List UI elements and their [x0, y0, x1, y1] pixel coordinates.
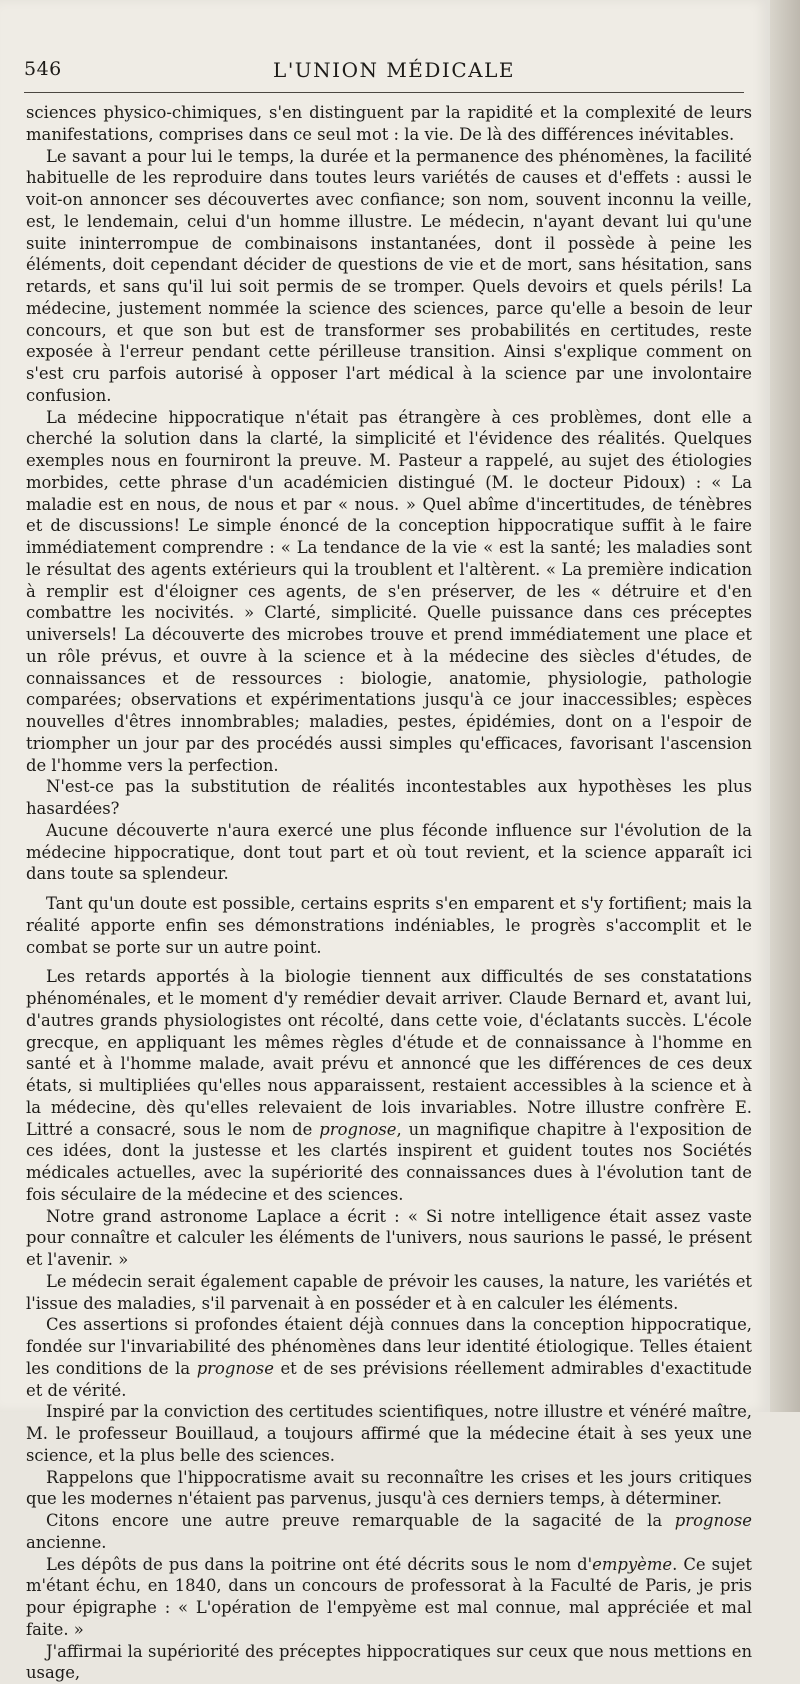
page-header	[24, 58, 764, 86]
article-body	[26, 102, 752, 1684]
emphasis-text: prognose	[197, 1359, 274, 1378]
emphasis-text: empyème	[592, 1555, 672, 1574]
paragraph: Tant qu'un doute est possible, certains esprits s'en emparent et s'y fortifient; mais la réalité apporte enfin ses démonstrations indéniables, le progrès s'accomplit et le combat se porte sur un autre point.	[26, 893, 752, 958]
paragraph: J'affirmai la supériorité des préceptes hippocratiques sur ceux que nous mettions en usage,	[26, 1641, 752, 1684]
paragraph: Inspiré par la conviction des certitudes scientifiques, notre illustre et vénéré maître, M. le professeur Bouillaud, a toujours affirmé que la médecine était à ses yeux une science, et la plus belle des sciences.	[26, 1401, 752, 1466]
header-rule	[24, 92, 744, 93]
running-title: L'UNION MÉDICALE	[24, 58, 764, 82]
emphasis-text: prognose	[675, 1511, 752, 1530]
paragraph: Rappelons que l'hippocratisme avait su reconnaître les crises et les jours critiques que les modernes n'étaient pas parvenus, jusqu'à ces derniers temps, à déterminer.	[26, 1467, 752, 1511]
page-edge	[770, 0, 800, 1412]
paragraph: Les dépôts de pus dans la poitrine ont été décrits sous le nom d'empyème. Ce sujet m'étant échu, en 1840, dans un concours de professorat à la Faculté de Paris, je pris pour épigraphe : « L'opération de l'empyème est mal connue, mal appréciée et mal faite. »	[26, 1554, 752, 1641]
page-number: 546	[24, 58, 62, 80]
paragraph: Le savant a pour lui le temps, la durée et la permanence des phénomènes, la facilité habituelle de les reproduire dans toutes leurs variétés de causes et d'effets : aussi le voit-on annoncer ses découvertes avec confiance; son nom, souvent inconnu la veille, est, le lendemain, celui d'un homme illustre. Le médecin, n'ayant devant lui qu'une suite ininterrompue de combinaisons instantanées, dont il possède à peine les éléments, doit cependant décider de questions de vie et de mort, sans hésitation, sans retards, et sans qu'il lui soit permis de se tromper. Quels devoirs et quels périls! La médecine, justement nommée la science des sciences, parce qu'elle a besoin de leur concours, et que son but est de transformer ses probabilités en certitudes, reste exposée à l'erreur pendant cette périlleuse transition. Ainsi s'explique comment on s'est cru parfois autorisé à opposer l'art médical à la science par une involontaire confusion.	[26, 146, 752, 407]
paragraph: Notre grand astronome Laplace a écrit : « Si notre intelligence était assez vaste pour connaître et calculer les éléments de l'univers, nous saurions le passé, le présent et l'avenir. »	[26, 1206, 752, 1271]
paragraph: sciences physico-chimiques, s'en distinguent par la rapidité et la complexité de leurs manifestations, comprises dans ce seul mot : la vie. De là des différences inévitables.	[26, 102, 752, 146]
paragraph: Les retards apportés à la biologie tiennent aux difficultés de ses constatations phénoménales, et le moment d'y remédier devait arriver. Claude Bernard et, avant lui, d'autres grands physiologistes ont récolté, dans cette voie, d'éclatants succès. L'école grecque, en appliquant les mêmes règles d'étude et de connaissance à l'homme en santé et à l'homme malade, avait prévu et annoncé que les différences de ces deux états, si multipliées qu'elles nous apparaissent, restaient accessibles à la science et à la médecine, dès qu'elles relevaient de lois invariables. Notre illustre confrère E. Littré a consacré, sous le nom de prognose, un magnifique chapitre à l'exposition de ces idées, dont la justesse et les clartés inspirent et guident toutes nos Sociétés médicales actuelles, avec la supériorité des connaissances dues à l'évolution tant de fois séculaire de la médecine et des sciences.	[26, 966, 752, 1205]
paragraph: N'est-ce pas la substitution de réalités incontestables aux hypothèses les plus hasardées?	[26, 776, 752, 820]
paragraph: Citons encore une autre preuve remarquable de la sagacité de la prognose ancienne.	[26, 1510, 752, 1554]
paragraph: Le médecin serait également capable de prévoir les causes, la nature, les variétés et l'issue des maladies, s'il parvenait à en posséder et à en calculer les éléments.	[26, 1271, 752, 1315]
paragraph: Ces assertions si profondes étaient déjà connues dans la conception hippocratique, fondée sur l'invariabilité des phénomènes dans leur identité étiologique. Telles étaient les conditions de la prognose et de ses prévisions réellement admirables d'exactitude et de vérité.	[26, 1314, 752, 1401]
emphasis-text: prognose	[319, 1120, 396, 1139]
paragraph: Aucune découverte n'aura exercé une plus féconde influence sur l'évolution de la médecine hippocratique, dont tout part et où tout revient, et la science apparaît ici dans toute sa splendeur.	[26, 820, 752, 885]
paragraph: La médecine hippocratique n'était pas étrangère à ces problèmes, dont elle a cherché la solution dans la clarté, la simplicité et l'évidence des réalités. Quelques exemples nous en fourniront la preuve. M. Pasteur a rappelé, au sujet des étiologies morbides, cette phrase d'un académicien distingué (M. le docteur Pidoux) : « La maladie est en nous, de nous et par « nous. » Quel abîme d'incertitudes, de ténèbres et de discussions! Le simple énoncé de la conception hippocratique suffit à le faire immédiatement comprendre : « La tendance de la vie « est la santé; les maladies sont le résultat des agents extérieurs qui la troublent et l'altèrent. « La première indication à remplir est d'éloigner ces agents, de s'en préserver, de les « détruire et d'en combattre les nocivités. » Clarté, simplicité. Quelle puissance dans ces préceptes universels! La découverte des microbes trouve et prend immédiatement une place et un rôle prévus, et ouvre à la science et à la médecine des siècles d'études, de connaissances et de ressources : biologie, anatomie, physiologie, pathologie comparées; observations et expérimentations jusqu'à ce jour inaccessibles; espèces nouvelles d'êtres innombrables; maladies, pestes, épidémies, dont on a l'espoir de triompher un jour par des procédés aussi simples qu'efficaces, favorisant l'ascension de l'homme vers la perfection.	[26, 407, 752, 777]
